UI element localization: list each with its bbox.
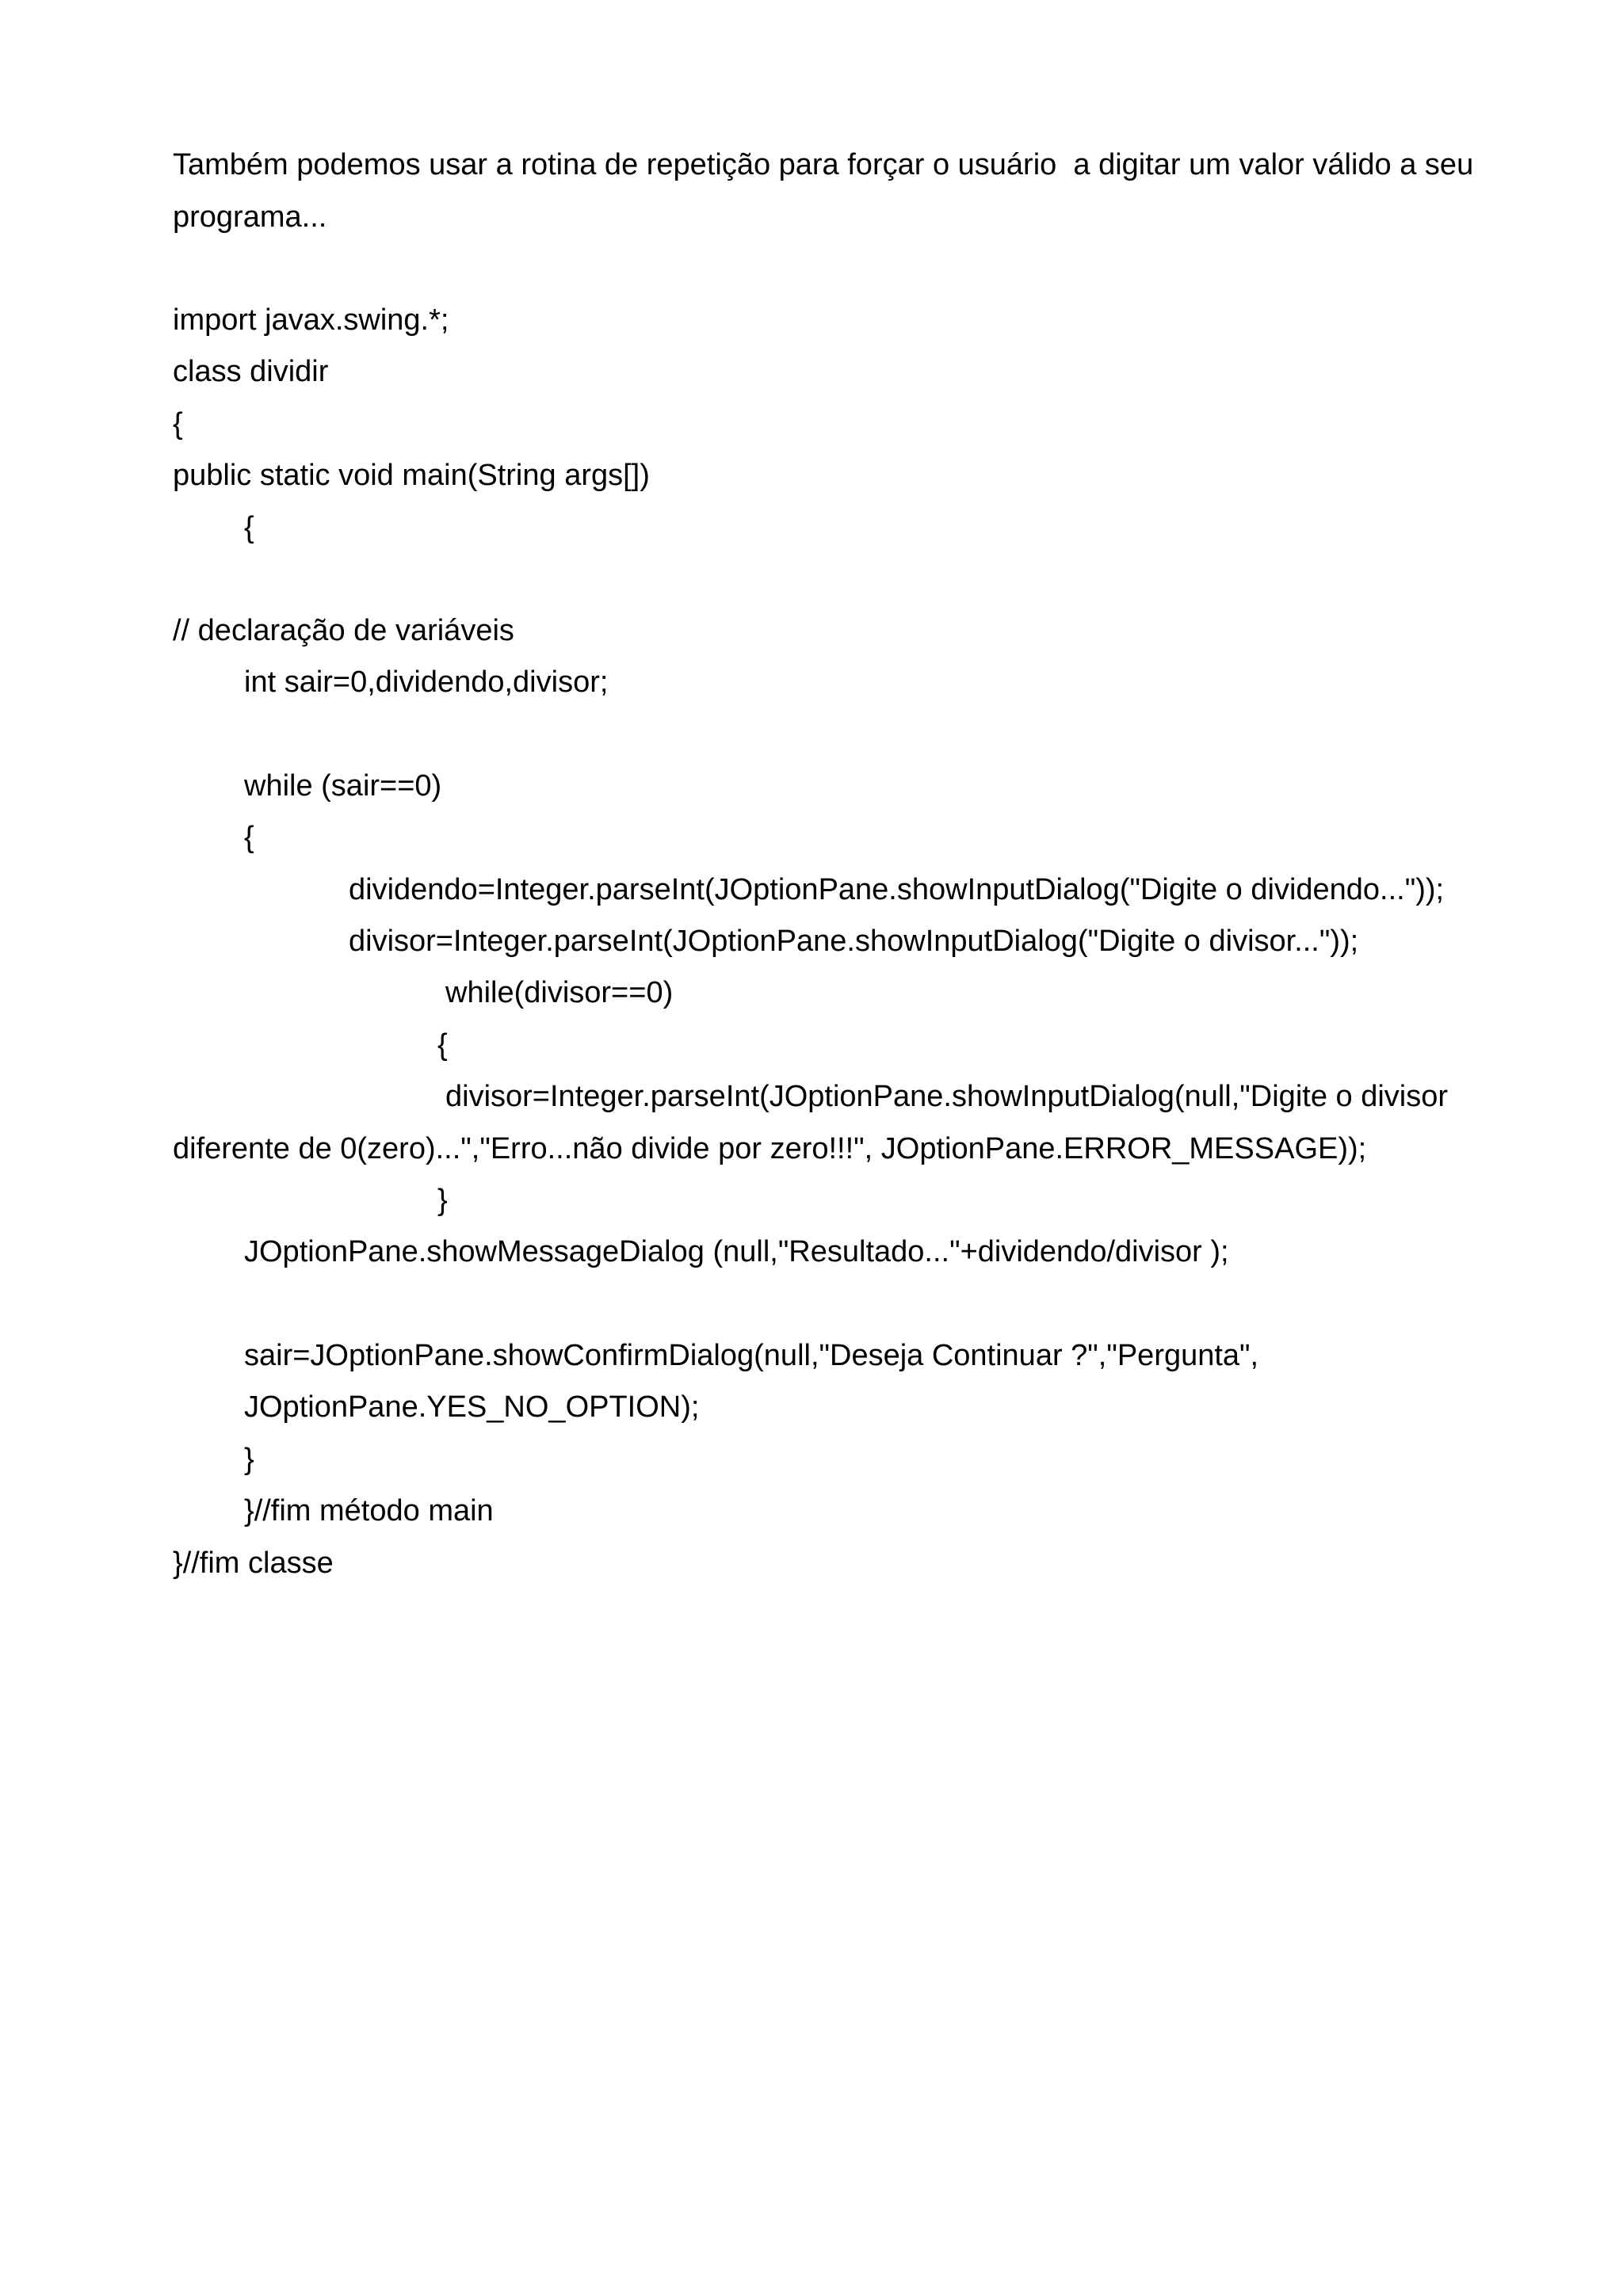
code-line-while-outer: while (sair==0) (244, 769, 442, 803)
code-line-confirm-dialog: sair=JOptionPane.showConfirmDialog(null,"Deseja Continuar ?","Pergunta", (244, 1339, 1259, 1372)
code-line-while-inner: while(divisor==0) (445, 976, 674, 1009)
code-line-comment: // declaração de variáveis (173, 614, 514, 647)
code-line-divisor-input: divisor=Integer.parseInt(JOptionPane.showInputDialog("Digite o divisor...")); (349, 925, 1359, 958)
code-line-open-while-inner: { (437, 1028, 448, 1062)
code-line-close-while-inner: } (437, 1184, 448, 1217)
code-line-import: import javax.swing.*; (173, 303, 449, 337)
code-line-main-signature: public static void main(String args[]) (173, 459, 650, 492)
code-line-dividendo-input: dividendo=Integer.parseInt(JOptionPane.showInputDialog("Digite o dividendo...")); (349, 873, 1445, 906)
code-line-open-while-outer: { (244, 821, 254, 854)
code-line-close-main: }//fim método main (244, 1494, 494, 1527)
code-line-confirm-dialog-cont: JOptionPane.YES_NO_OPTION); (244, 1390, 700, 1424)
code-line-class: class dividir (173, 355, 329, 388)
code-line-open-main: { (244, 511, 254, 544)
intro-text-line-1: Também podemos usar a rotina de repetição para forçar o usuário a digitar um valor válido a seu (173, 148, 1474, 181)
code-line-open-class: { (173, 407, 183, 441)
code-line-close-class: }//fim classe (173, 1547, 334, 1580)
intro-text-line-2: programa... (173, 200, 327, 234)
code-line-close-while-outer: } (244, 1443, 254, 1476)
code-line-divisor-retry: divisor=Integer.parseInt(JOptionPane.showInputDialog(null,"Digite o divisor (445, 1080, 1449, 1113)
code-line-divisor-retry-cont: diferente de 0(zero)...","Erro...não divide por zero!!!", JOptionPane.ERROR_MESSAGE)); (173, 1132, 1367, 1165)
code-line-message-dialog: JOptionPane.showMessageDialog (null,"Resultado..."+dividendo/divisor ); (244, 1235, 1229, 1268)
code-line-declaration: int sair=0,dividendo,divisor; (244, 666, 609, 699)
